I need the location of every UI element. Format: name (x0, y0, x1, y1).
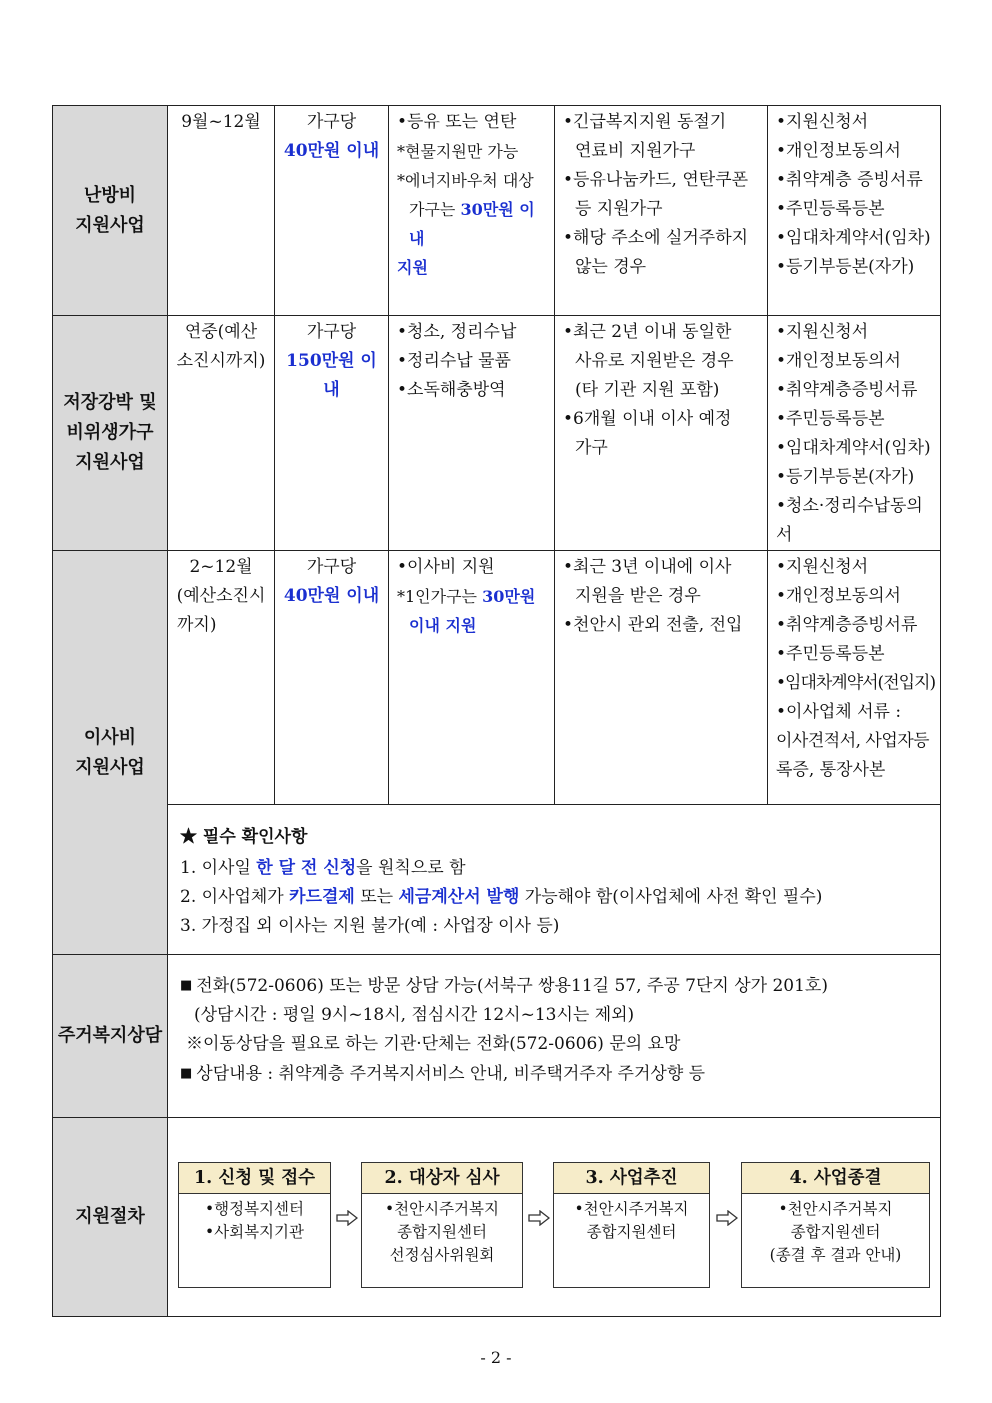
row-consult (53, 955, 941, 1118)
row-header-hoarding: 저장강박 및 비위생가구 지원사업 (53, 316, 168, 551)
square-bullet-icon: ■ (180, 978, 193, 993)
arrow-right-icon (716, 1210, 738, 1226)
consult-line-3: ※이동상담을 필요로 하는 기관·단체는 전화(572-0606) 문의 요망 (186, 1034, 681, 1054)
arrow-right-icon (336, 1210, 358, 1226)
row-moving (53, 551, 941, 805)
procedure-flow (168, 1118, 941, 1317)
consult-line-2: (상담시간 : 평일 9시~18시, 점심시간 12시~13시는 제외) (194, 1005, 635, 1025)
step-box-2: 2. 대상자 심사 •천안시주거복지 종합지원센터 선정심사위원회 (361, 1162, 523, 1288)
content-cell: •등유 또는 연탄 *현물지원만 가능 *에너지바우처 대상 가구는 30만원 이내 지원 (389, 106, 555, 316)
row-header-heating: 난방비 지원사업 (53, 106, 168, 316)
step-box-1: 1. 신청 및 접수 •행정복지센터 •사회복지기관 (178, 1162, 331, 1288)
notice-box (168, 805, 941, 955)
consult-line-1: ■ 전화(572-0606) 또는 방문 상담 가능(서북구 쌍용11길 57, 주공 7단지 상가 201호) (180, 976, 828, 996)
exclusion-cell: •긴급복지지원 동절기 연료비 지원가구 •등유나눔카드, 연탄쿠폰 등 지원가구 •해당 주소에 실거주하지 않는 경우 (555, 106, 768, 316)
arrow-right-icon (528, 1210, 550, 1226)
page-number: - 2 - (480, 1348, 512, 1367)
row-hoarding (53, 316, 941, 551)
notice-item-2: 2. 이사업체가 카드결제 또는 세금계산서 발행 가능해야 함(이사업체에 사전 확인 필수) (180, 887, 823, 907)
documents-cell: •지원신청서 •개인정보동의서 •취약계층증빙서류 •주민등록등본 •임대차계약서(임차) •등기부등본(자가) •청소·정리수납동의서 (768, 316, 941, 551)
exclusion-cell: •최근 3년 이내에 이사 지원을 받은 경우 •천안시 관외 전출, 전입 (555, 551, 768, 805)
notice-title: ★ 필수 확인사항 (180, 827, 308, 847)
row-header-procedure: 지원절차 (53, 1118, 168, 1317)
amount-cell: 가구당 40만원 이내 (275, 106, 389, 316)
exclusion-cell: •최근 2년 이내 동일한 사유로 지원받은 경우 (타 기관 지원 포함) •6개월 이내 이사 예정 가구 (555, 316, 768, 551)
square-bullet-icon: ■ (180, 1066, 193, 1081)
documents-cell: •지원신청서 •개인정보동의서 •취약계층증빙서류 •주민등록등본 •임대차계약서(전입지) •이사업체 서류 : 이사견적서, 사업자등 록증, 통장사본 (768, 551, 941, 805)
documents-cell: •지원신청서 •개인정보동의서 •취약계층 증빙서류 •주민등록등본 •임대차계약서(임차) •등기부등본(자가) (768, 106, 941, 316)
row-heating (53, 106, 941, 316)
notice-item-3: 3. 가정집 외 이사는 지원 불가(예 : 사업장 이사 등) (180, 916, 560, 936)
consult-line-4: ■ 상담내용 : 취약계층 주거복지서비스 안내, 비주택거주자 주거상향 등 (180, 1064, 706, 1084)
row-procedure (53, 1118, 941, 1317)
amount-cell: 가구당 40만원 이내 (275, 551, 389, 805)
content-cell: •청소, 정리수납 •정리수납 물품 •소독해충방역 (389, 316, 555, 551)
row-header-consult: 주거복지상담 (53, 955, 168, 1118)
content-cell: •이사비 지원 *1인가구는 30만원 이내 지원 (389, 551, 555, 805)
row-header-moving: 이사비 지원사업 (53, 551, 168, 955)
period-cell: 2~12월 (예산소진시 까지) (168, 551, 275, 805)
period-cell: 9월~12월 (168, 106, 275, 316)
step-box-4: 4. 사업종결 •천안시주거복지 종합지원센터 (종결 후 결과 안내) (741, 1162, 930, 1288)
row-notice (53, 805, 941, 955)
step-box-3: 3. 사업추진 •천안시주거복지 종합지원센터 (553, 1162, 710, 1288)
notice-item-1: 1. 이사일 한 달 전 신청을 원칙으로 함 (180, 858, 466, 878)
support-program-table (52, 105, 941, 1317)
amount-cell: 가구당 150만원 이내 (275, 316, 389, 551)
consult-box (168, 955, 941, 1118)
period-cell: 연중(예산 소진시까지) (168, 316, 275, 551)
